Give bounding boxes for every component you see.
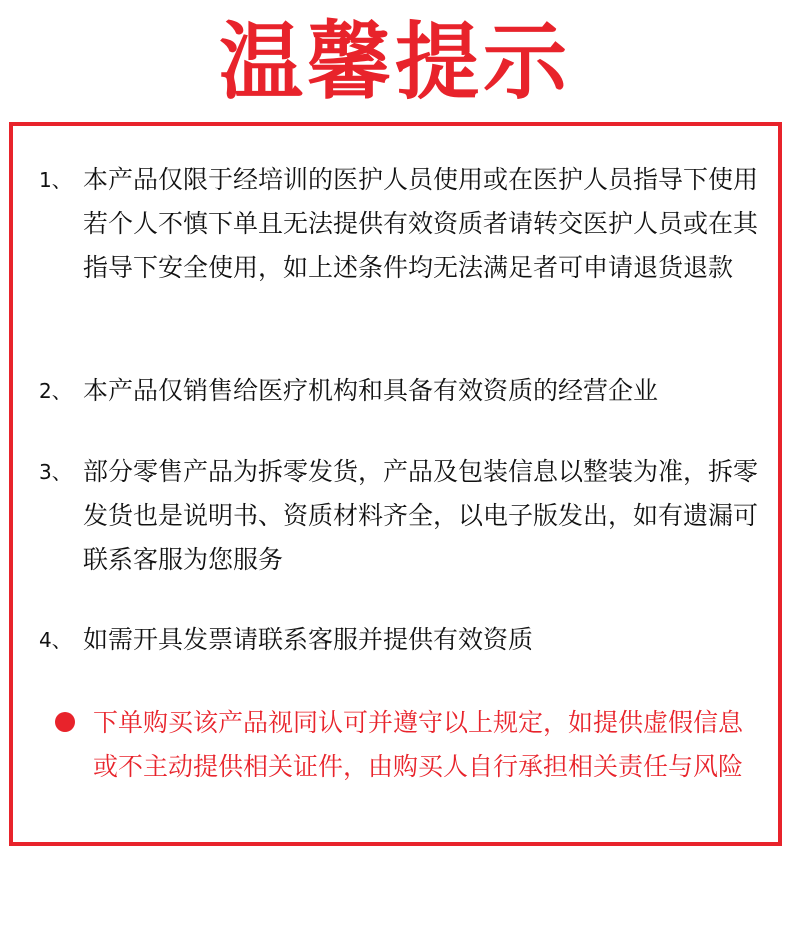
item-number: 4、 [39, 628, 72, 652]
item-number: 2、 [39, 379, 72, 403]
warning-note [55, 701, 755, 789]
notice-item-4 [39, 618, 767, 662]
notice-item-2 [39, 369, 767, 413]
item-text: 本产品仅限于经培训的医护人员使用或在医护人员指导下使用若个人不慎下单且无法提供有效资质者请转交医护人员或在其指导下安全使用，如上述条件均无法满足者可申请退货退款 [83, 165, 759, 282]
item-text: 本产品仅销售给医疗机构和具备有效资质的经营企业 [83, 376, 659, 405]
item-text: 如需开具发票请联系客服并提供有效资质 [83, 625, 534, 654]
notice-item-1 [39, 158, 767, 290]
item-text: 部分零售产品为拆零发货，产品及包装信息以整装为准，拆零发货也是说明书、资质材料齐全，以电子版发出，如有遗漏可联系客服为您服务 [83, 457, 759, 574]
item-number: 3、 [39, 460, 72, 484]
item-number: 1、 [39, 168, 72, 192]
notice-box [9, 122, 782, 846]
warning-text: 下单购买该产品视同认可并遵守以上规定，如提供虚假信息或不主动提供相关证件，由购买人自行承担相关责任与风险 [93, 708, 744, 781]
notice-item-3 [39, 450, 767, 582]
red-dot-icon [55, 712, 75, 732]
page-title: 温馨提示 [218, 13, 571, 111]
